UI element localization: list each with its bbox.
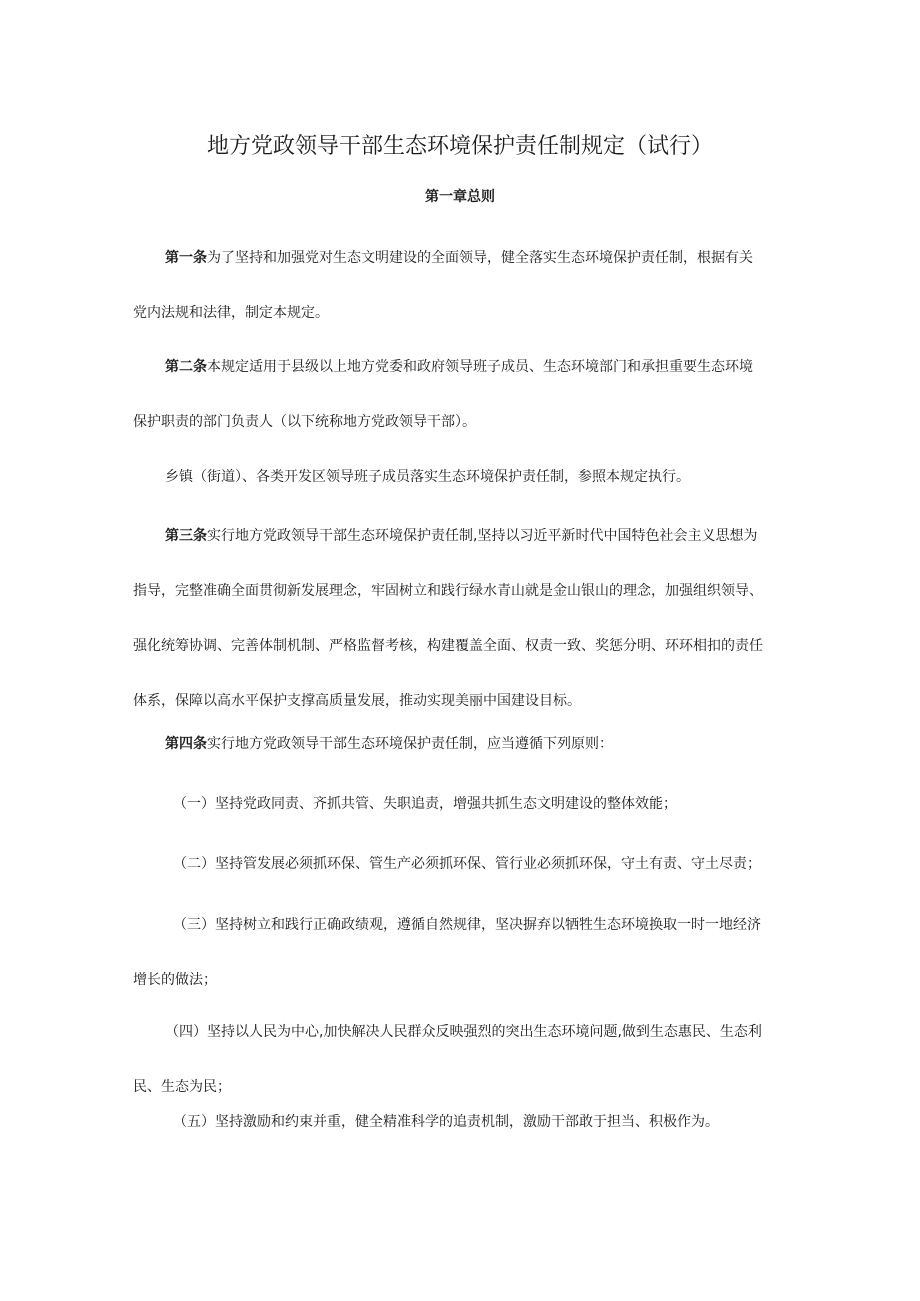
article-2-line-2: 保护职责的部门负责人（以下统称地方党政领导干部）。 [133,414,476,430]
document-title: 地方党政领导干部生态环境保护责任制规定（试行） [206,134,713,159]
article-3-line-1 [133,509,793,564]
principle-2-line: （二）坚持管发展必须抓环保、管生产必须抓环保、管行业必须抓环保，守土有责、守土尽责； [173,856,761,872]
article-2-supplement [133,450,793,505]
article-2-supplement-line: 乡镇（街道）、各类开发区领导班子成员落实生态环境保护责任制，参照本规定执行。 [165,469,690,485]
principle-3-line-2: 增长的做法； [133,972,217,988]
article-1 [133,231,793,341]
article-2-text-1: 本规定适用于县级以上地方党委和政府领导班子成员、生态环境部门和承担重要生态环境 [207,359,753,375]
article-3-line-4: 体系，保障以高水平保护支撑高质量发展，推动实现美丽中国建设目标。 [133,693,581,709]
article-2 [133,340,793,450]
article-1-line-1 [133,231,793,286]
article-3-text-1: 实行地方党政领导干部生态环境保护责任制,坚持以习近平新时代中国特色社会主义思想为 [207,528,758,544]
principle-1 [133,777,793,832]
principle-4-line-2: 民、生态为民； [133,1079,231,1095]
chapter-heading: 第一章总则 [425,189,495,205]
article-3 [133,509,793,729]
article-1-line-2: 党内法规和法律，制定本规定。 [133,305,329,321]
principle-4-line-1: （四）坚持以人民为中心,加快解决人民群众反映强烈的突出生态环境问题,做到生态惠民、生态利 [165,1024,762,1040]
article-3-label: 第三条 [165,528,207,544]
article-4-text-1: 实行地方党政领导干部生态环境保护责任制，应当遵循下列原则： [207,736,613,752]
principle-5-line: （五）坚持激励和约束并重，健全精准科学的追责机制，激励干部敢于担当、积极作为。 [173,1114,719,1130]
principle-3 [133,898,793,1008]
principle-2 [133,837,793,892]
article-4 [133,717,793,772]
article-1-label: 第一条 [165,250,207,266]
principle-3-line-1: （三）坚持树立和践行正确政绩观，遵循自然规律，坚决摒弃以牺牲生态环境换取一时一地经济 [173,917,761,933]
article-2-label: 第二条 [165,359,207,375]
article-4-line-1 [133,717,793,772]
article-4-label: 第四条 [165,736,207,752]
article-2-line-1 [133,340,793,395]
article-3-line-3: 强化统筹协调、完善体制机制、严格监督考核，构建覆盖全面、权责一致、奖惩分明、环环相扣的责任 [133,638,763,654]
principle-1-line: （一）坚持党政同责、齐抓共管、失职追责，增强共抓生态文明建设的整体效能； [173,796,677,812]
principle-5 [133,1095,793,1150]
article-1-text-1: 为了坚持和加强党对生态文明建设的全面领导，健全落实生态环境保护责任制，根据有关 [207,250,753,266]
article-3-line-2: 指导，完整准确全面贯彻新发展理念，牢固树立和践行绿水青山就是金山银山的理念，加强组织领导、 [133,583,763,599]
